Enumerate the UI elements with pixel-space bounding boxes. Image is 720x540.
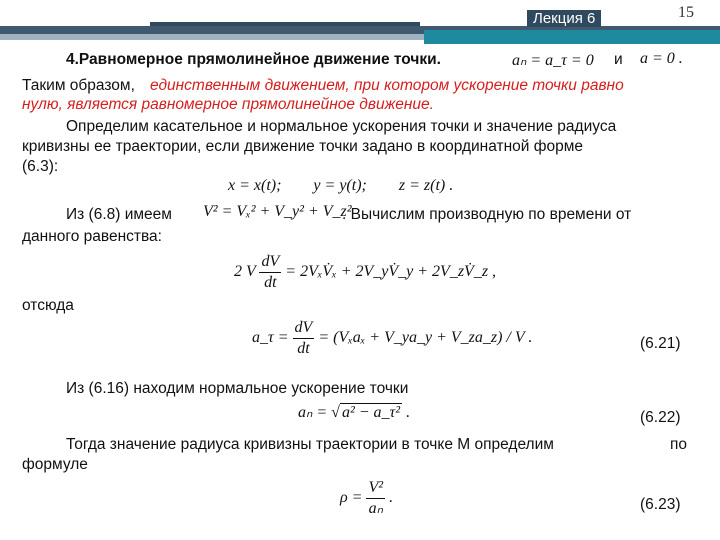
- text-thus: Таким образом,: [22, 77, 135, 94]
- eq-an-zero: aₙ = a_τ = 0: [512, 52, 594, 69]
- slide-header: [0, 0, 720, 42]
- fraction-dv-dt: [259, 252, 281, 293]
- sqrt-sign: √: [331, 404, 340, 421]
- page-number: 15: [678, 4, 694, 21]
- highlight-text-2: нулю, является равномерное прямолинейное движение.: [22, 96, 434, 113]
- denominator: dt: [264, 274, 277, 291]
- paragraph-line: отсюда: [22, 297, 74, 314]
- eq-tangential: [252, 318, 532, 359]
- eq-v-squared: V² = Vₓ² + V_y² + V_z²: [203, 203, 352, 220]
- denominator: dt: [297, 340, 310, 357]
- paragraph-line: (6.3):: [22, 158, 59, 175]
- fraction-dv-dt: [293, 318, 315, 359]
- numerator: dV: [259, 252, 281, 273]
- paragraph-line: Определим касательное и нормальное ускорения точки и значение радиуса: [66, 118, 617, 135]
- section-heading: 4.Равномерное прямолинейное движение точки.: [66, 51, 441, 68]
- eq-at-rhs: = (Vₓaₓ + V_ya_y + V_za_z) / V .: [318, 329, 533, 347]
- eq-an-lhs: aₙ =: [298, 404, 328, 421]
- header-accent: [424, 30, 720, 44]
- highlight-text-1: единственным движением, при котором ускорение точки равно: [150, 77, 624, 94]
- paragraph-line: Из (6.16) находим нормальное ускорение точки: [66, 380, 409, 397]
- numerator: V²: [366, 478, 385, 499]
- eq-deriv-lhs: 2 V: [234, 263, 256, 281]
- eq-normal: aₙ = √ a² − a_τ² .: [298, 404, 411, 421]
- lecture-title: Лекция 6: [527, 10, 601, 27]
- fraction-v2-an: [366, 478, 385, 519]
- paragraph-line: Из (6.8) имеем: [66, 206, 172, 223]
- paragraph-line: . Вычислим производную по времени от: [342, 206, 632, 223]
- equation-number: (6.23): [640, 496, 681, 513]
- text-and: и: [614, 51, 623, 68]
- paragraph-line: формуле: [22, 456, 88, 473]
- eq-rho-lhs: ρ =: [340, 489, 363, 507]
- equation-number: (6.22): [640, 409, 681, 426]
- paragraph-line: кривизны ее траектории, если движение точки задано в координатной форме: [22, 138, 584, 155]
- sqrt-body: a² − a_τ²: [341, 404, 401, 421]
- eq-at-lhs: a_τ =: [252, 329, 289, 347]
- eq-a-zero: a = 0 .: [640, 50, 683, 67]
- numerator: dV: [293, 318, 315, 339]
- eq-coordinates: x = x(t); y = y(t); z = z(t) .: [228, 177, 454, 194]
- eq-derivative: [234, 252, 496, 293]
- paragraph-line: данного равенства:: [22, 228, 162, 245]
- eq-deriv-rhs: = 2VₓV̇ₓ + 2V_yV̇_y + 2V_zV̇_z ,: [285, 263, 497, 281]
- equation-number: (6.21): [640, 335, 681, 352]
- eq-curvature: ρ = $\frac{\text{V²}}{\text{aₙ}}$ .: [340, 479, 394, 517]
- paragraph-line: Тогда значение радиуса кривизны траектории в точке M определим: [66, 436, 554, 453]
- denominator: aₙ: [368, 500, 383, 517]
- paragraph-line: по: [670, 436, 688, 453]
